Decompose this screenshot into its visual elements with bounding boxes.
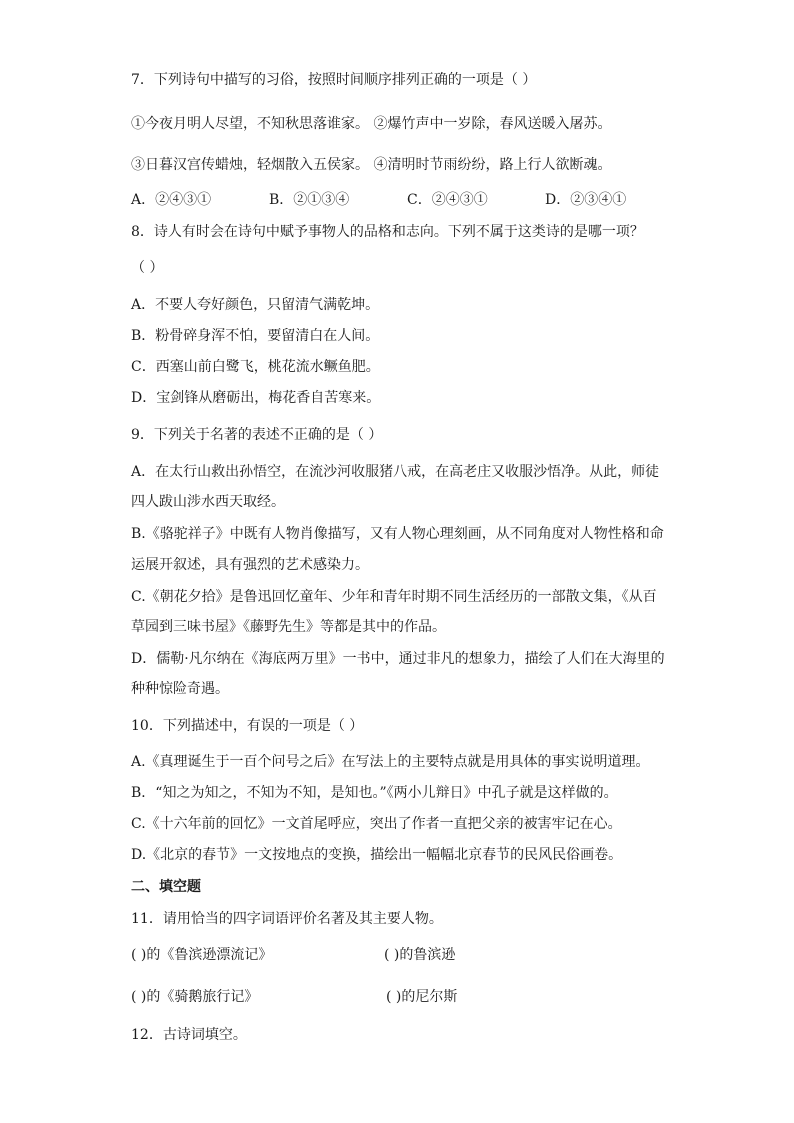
q11-stem: 11．请用恰当的四字词语评价名著及其主要人物。	[131, 911, 443, 927]
q9-option-d-line2: 种种惊险奇遇。	[131, 681, 229, 697]
q9-option-a-line2: 四人跋山涉水西天取经。	[131, 494, 285, 510]
q9-option-a-line1: A．在太行山救出孙悟空，在流沙河收服猪八戒，在高老庄又收服沙悟净。从此，师徒	[131, 464, 660, 480]
q7-options	[131, 190, 626, 210]
q8-answer-paren: （ ）	[131, 260, 164, 276]
q9-option-d-line1: D．儒勒·凡尔纳在《海底两万里》一书中，通过非凡的想象力，描绘了人们在大海里的	[131, 651, 665, 667]
q10-option-b: B．“知之为知之，不知为不知，是知也。”《两小儿辩日》中孔子就是这样做的。	[131, 785, 618, 801]
q7-option-d: D．②③④①	[545, 192, 627, 208]
q10-stem: 10．下列描述中，有误的一项是（ ）	[131, 718, 364, 734]
q10-option-d: D.《北京的春节》一文按地点的变换，描绘出一幅幅北京春节的民风民俗画卷。	[131, 847, 623, 863]
q7-option-a: A．②④③①	[131, 192, 212, 208]
q9-option-c-line2: 草园到三味书屋》《藤野先生》等都是其中的作品。	[131, 619, 446, 635]
q11-blank-nils-book[interactable]: ( )的《骑鹅旅行记》	[131, 989, 259, 1005]
q11-blank-robinson-book[interactable]: ( )的《鲁滨逊漂流记》	[131, 947, 273, 963]
q9-option-b-line2: 运展开叙述，具有强烈的艺术感染力。	[131, 557, 369, 573]
q7-option-b: B．②①③④	[269, 192, 350, 208]
q11-blank-nils-character[interactable]: ( )的尼尔斯	[386, 989, 458, 1005]
q9-option-c-line1: C.《朝花夕拾》是鲁迅回忆童年、少年和青年时期不同生活经历的一部散文集，《从百	[131, 589, 657, 605]
q7-option-c: C．②④③①	[407, 192, 488, 208]
q8-option-c: C．西塞山前白鹭飞，桃花流水鳜鱼肥。	[131, 359, 380, 375]
q7-items-row1: ①今夜月明人尽望，不知秋思落谁家。 ②爆竹声中一岁除，春风送暖入屠苏。	[131, 116, 612, 132]
q8-stem: 8．诗人有时会在诗句中赋予事物人的品格和志向。下列不属于这类诗的是哪一项？	[131, 224, 644, 240]
q11-blank-robinson-character[interactable]: ( )的鲁滨逊	[384, 947, 456, 963]
q7-items-row2: ③日暮汉宫传蜡烛，轻烟散入五侯家。 ④清明时节雨纷纷，路上行人欲断魂。	[131, 157, 612, 173]
q8-option-a: A．不要人夸好颜色，只留清气满乾坤。	[131, 297, 380, 313]
q8-option-d: D．宝剑锋从磨砺出，梅花香自苦寒来。	[131, 390, 381, 406]
q10-option-c: C.《十六年前的回忆》一文首尾呼应，突出了作者一直把父亲的被害牢记在心。	[131, 816, 622, 832]
q10-option-a: A.《真理诞生于一百个问号之后》在写法上的主要特点就是用具体的事实说明道理。	[131, 754, 650, 770]
q7-stem: 7．下列诗句中描写的习俗，按照时间顺序排列正确的一项是（ ）	[131, 72, 537, 88]
section-title-fill-in: 二、填空题	[131, 879, 201, 895]
q9-option-b-line1: B.《骆驼祥子》中既有人物肖像描写，又有人物心理刻画，从不同角度对人物性格和命	[131, 526, 664, 542]
q9-stem: 9．下列关于名著的表述不正确的是（ ）	[131, 427, 383, 443]
q12-stem: 12．古诗词填空。	[131, 1027, 247, 1043]
q8-option-b: B．粉骨碎身浑不怕，要留清白在人间。	[131, 328, 380, 344]
